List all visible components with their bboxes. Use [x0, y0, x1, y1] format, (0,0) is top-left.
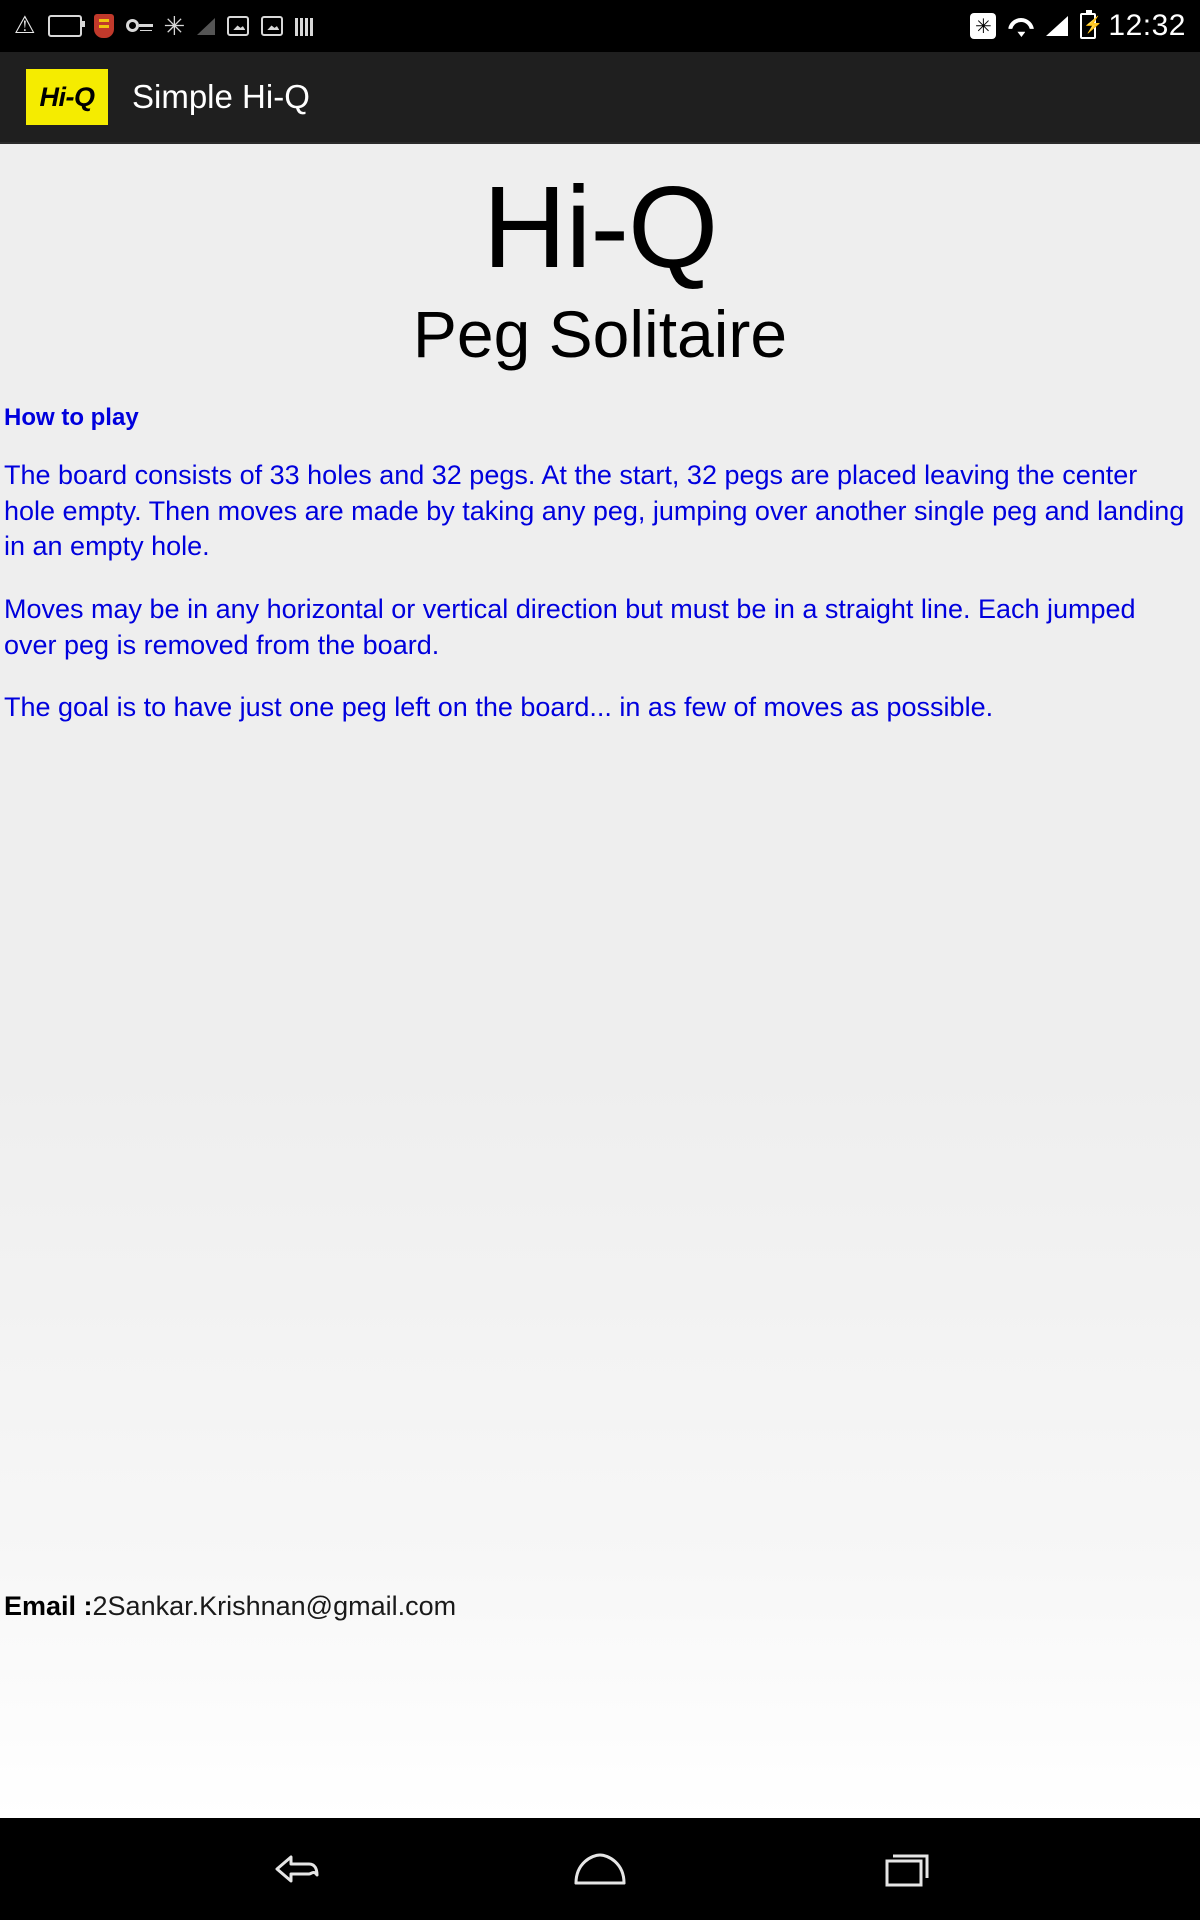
page-title: Hi-Q [482, 162, 718, 292]
photo-upload-icon [227, 16, 249, 36]
photo-download-icon [261, 16, 283, 36]
bluetooth-icon: ✳ [163, 11, 186, 41]
how-to-play-heading: How to play [4, 404, 139, 432]
instructions-paragraph-3: The goal is to have just one peg left on the board... in as few of moves as possible. [4, 692, 994, 723]
bars-icon [295, 16, 313, 36]
status-bar-right-icons [970, 9, 1186, 43]
status-bar [0, 0, 1200, 52]
signal-off-icon [197, 18, 215, 35]
page-subtitle: Peg Solitaire [412, 296, 788, 371]
wifi-icon [1008, 16, 1034, 36]
cell-signal-icon [1046, 16, 1068, 36]
app-logo-icon[interactable]: Hi-Q [26, 69, 108, 125]
email-value[interactable]: 2Sankar.Krishnan@gmail.com [92, 1591, 457, 1621]
app-bar [0, 52, 1200, 144]
battery-small-icon [48, 15, 82, 37]
home-icon[interactable] [552, 1834, 648, 1904]
instructions-paragraph-1: The board consists of 33 holes and 32 pegs. At the start, 32 pegs are placed leaving the center hole empty. Then moves are made by taking any peg, jumping over another single peg and landing in an empty hole. [4, 460, 1185, 562]
main-content [0, 144, 1200, 1818]
app-title: Simple Hi-Q [132, 78, 310, 115]
status-clock: 12:32 [1108, 9, 1186, 42]
bluetooth-on-icon: ✳ [970, 13, 996, 39]
system-nav-bar [0, 1818, 1200, 1920]
status-bar-left-icons [14, 13, 313, 39]
email-label: Email : [4, 1591, 93, 1621]
warning-icon: ⚠ [14, 12, 36, 39]
shield-icon [94, 14, 114, 38]
instructions-paragraph-2: Moves may be in any horizontal or vertical direction but must be in a straight line. Each jumped over peg is removed from the board. [4, 594, 1136, 660]
battery-charging-icon [1080, 13, 1096, 39]
recents-icon[interactable] [859, 1834, 955, 1904]
back-icon[interactable] [245, 1834, 341, 1904]
contact-email-line [4, 1591, 456, 1622]
key-icon [126, 19, 152, 33]
